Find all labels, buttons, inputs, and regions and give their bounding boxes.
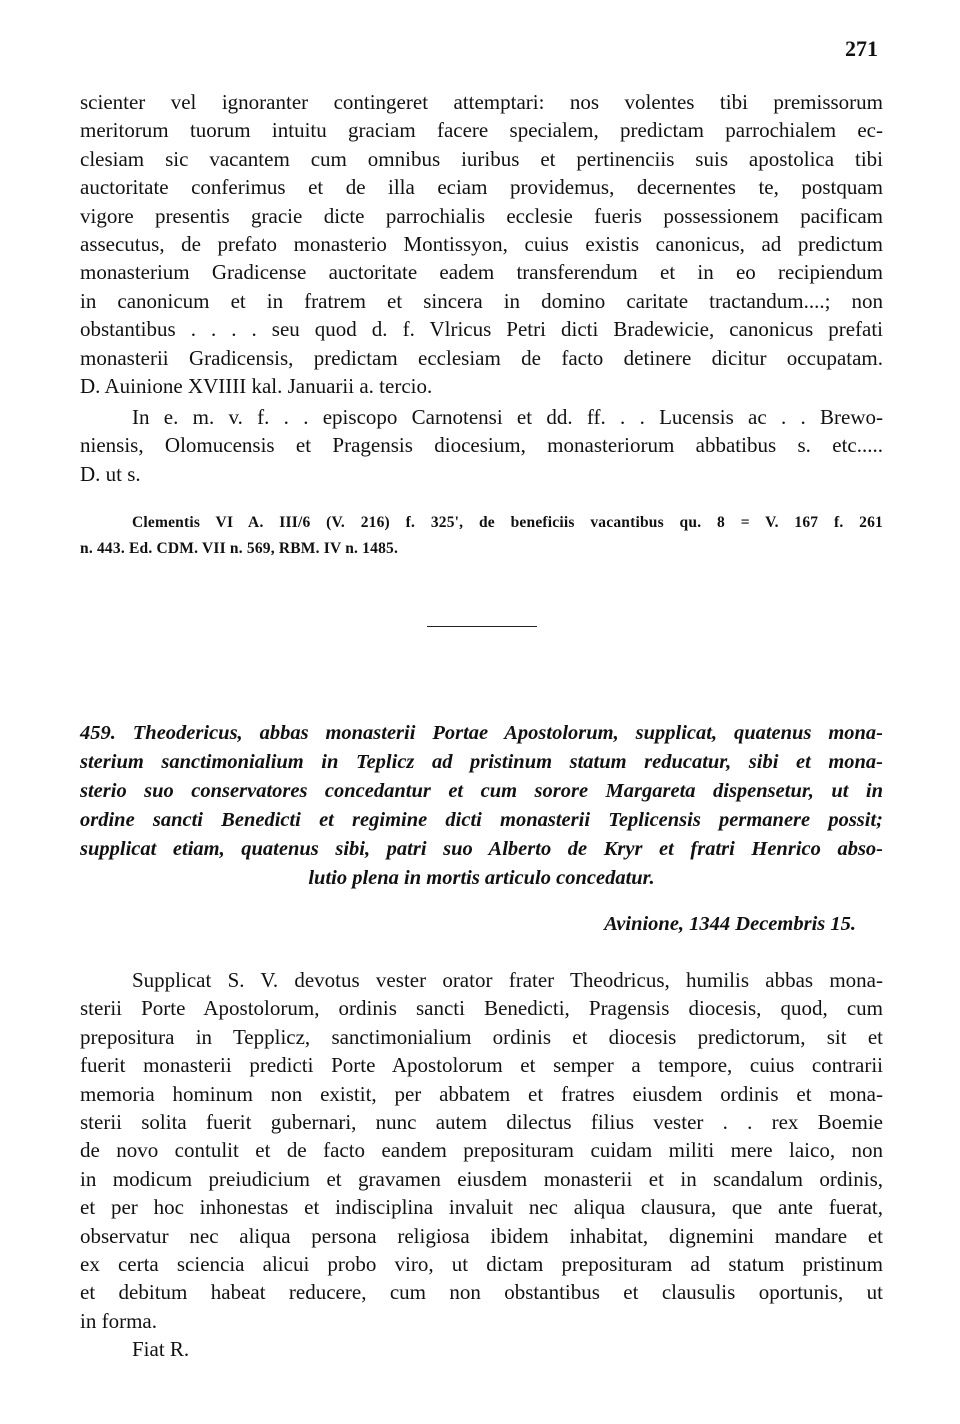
text-line: in modicum preiudicium et gravamen eiusdem monasterii et in scandalum ordinis, <box>80 1166 883 1191</box>
text-line: lutio plena in mortis articulo concedatur. <box>308 867 655 889</box>
continued-text-block <box>80 88 883 400</box>
text-line: sterio suo conservatores concedantur et cum sorore Margareta dispensetur, ut in <box>80 780 883 802</box>
text-line: supplicat etiam, quatenus sibi, patri suo Alberto de Kryr et fratri Henrico abso- <box>80 838 883 860</box>
regest-line: Theodericus, abbas monasterii Portae Apostolorum, supplicat, quatenus mona- <box>132 722 884 744</box>
text-line: de novo contulit et de facto eandem preposituram cuidam militi mere laico, non <box>80 1138 883 1163</box>
text-line: in forma. <box>80 1308 157 1333</box>
text-line: D. ut s. <box>80 461 141 486</box>
text-line: memoria hominum non existit, per abbatem et fratres eiusdem ordinis et mona- <box>80 1081 883 1106</box>
text-line: clesiam sic vacantem cum omnibus iuribus et pertinenciis suis apostolica tibi <box>80 146 883 171</box>
text-line: auctoritate conferimus et de illa eciam providemus, decernentes te, postquam <box>80 175 883 200</box>
source-note <box>80 510 883 562</box>
text-line: niensis, Olomucensis et Pragensis diocesium, monasteriorum abbatibus s. etc..... <box>80 433 883 458</box>
supplication-block <box>80 966 883 1363</box>
text-line: fuerit monasterii predicti Porte Apostolorum et semper a tempore, cuius contrarii <box>80 1053 883 1078</box>
supplication-paragraph <box>80 966 883 1335</box>
text-line <box>80 719 883 748</box>
regest-block <box>80 719 883 893</box>
text-line: prepositura in Tepplicz, sanctimonialium ordinis et diocesis predictorum, sit et <box>80 1024 883 1049</box>
source-note-block <box>80 510 883 562</box>
text-line: meritorum tuorum intuitu graciam facere specialem, predictam parrochialem ec- <box>80 118 883 143</box>
text-line: sterium sanctimonialium in Teplicz ad pristinum statum reducatur, sibi et mona- <box>80 751 883 773</box>
text-line: vigore presentis gracie dicte parrochialis ecclesie fueris possessionem pacificam <box>80 203 883 228</box>
page-number: 271 <box>845 36 878 61</box>
text-line: n. 443. Ed. CDM. VII n. 569, RBM. IV n. 1485. <box>80 540 399 557</box>
text-line: Clementis VI A. III/6 (V. 216) f. 325', de beneficiis vacantibus qu. 8 = V. 167 f. 261 <box>132 514 883 531</box>
text-line: et per hoc inhonestas et indisciplina invaluit nec aliqua clausura, que ante fuerat, <box>80 1195 883 1220</box>
text-line: scienter vel ignoranter contingeret attemptari: nos volentes tibi premissorum <box>80 90 883 114</box>
fiat-line: Fiat R. <box>132 1337 190 1362</box>
regest-heading <box>80 719 883 893</box>
dateline: Avinione, 1344 Decembris 15. <box>604 913 856 935</box>
text-line: ex certa sciencia alicui probo viro, ut dictam preposituram ad statum pristinum <box>80 1252 883 1277</box>
text-line: monasterii Gradicensis, predictam ecclesiam de facto detinere dicitur occupatam. <box>80 345 883 370</box>
text-line: sterii Porte Apostolorum, ordinis sancti Benedicti, Pragensis diocesis, quod, cum <box>80 996 883 1021</box>
text-line: obstantibus . . . . seu quod d. f. Vlricus Petri dicti Bradewicie, canonicus prefati <box>80 317 883 342</box>
text-line: observatur nec aliqua persona religiosa ibidem inhabitat, dignemini mandare et <box>80 1223 883 1248</box>
executors-paragraph <box>80 403 883 488</box>
text-line: et debitum habeat reducere, cum non obstantibus et clausulis oportunis, ut <box>80 1280 883 1305</box>
text-line: assecutus, de prefato monasterio Montissyon, cuius existis canonicus, ad predictum <box>80 232 883 257</box>
executors-block <box>80 403 883 488</box>
text-line: ordine sancti Benedicti et regimine dicti monasterii Teplicensis permanere possit; <box>80 809 883 831</box>
text-line: Supplicat S. V. devotus vester orator frater Theodricus, humilis abbas mona- <box>132 968 883 992</box>
text-line: D. Auinione XVIIII kal. Januarii a. tercio. <box>80 374 433 399</box>
text-line: monasterium Gradicense auctoritate eadem transferendum et in eo recipiendum <box>80 260 883 285</box>
text-line: sterii solita fuerit gubernari, nunc autem dilectus filius vester . . rex Boemie <box>80 1110 883 1135</box>
text-line: in canonicum et in fratrem et sincera in domino caritate tractandum....; non <box>80 288 883 313</box>
continued-paragraph <box>80 88 883 400</box>
text-line: In e. m. v. f. . . episcopo Carnotensi et dd. ff. . . Lucensis ac . . Brewo- <box>132 405 883 429</box>
document-number: 459. <box>80 722 116 744</box>
section-divider <box>427 626 537 627</box>
